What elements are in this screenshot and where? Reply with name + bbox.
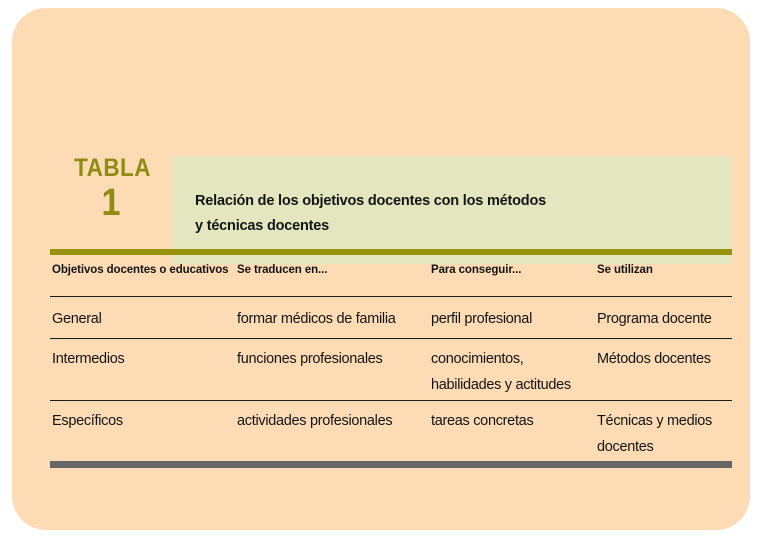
row-separator-line xyxy=(50,338,732,339)
table-cell: Específicos xyxy=(52,413,123,429)
table-row xyxy=(50,408,732,460)
table-cell: Métodos docentes xyxy=(597,351,711,367)
column-header-para-conseguir: Para conseguir... xyxy=(431,264,522,276)
column-header-se-utilizan: Se utilizan xyxy=(597,264,653,276)
table-title-line-2: y técnicas docentes xyxy=(195,218,330,234)
table-cell: conocimientos, habilidades y actitudes xyxy=(431,351,571,393)
top-rule xyxy=(50,249,732,255)
table-cell: Intermedios xyxy=(52,351,125,367)
table-cell: Programa docente xyxy=(597,311,712,327)
table-cell: funciones profesionales xyxy=(237,351,383,367)
header-separator-line xyxy=(50,296,732,297)
table-header-row xyxy=(50,255,732,296)
column-header-objetivos: Objetivos docentes o educativos xyxy=(52,264,229,276)
bottom-bar xyxy=(50,461,732,468)
table-cell: tareas concretas xyxy=(431,413,534,429)
table-panel xyxy=(12,8,750,530)
table-cell: Técnicas y medios docentes xyxy=(597,413,712,455)
table-title xyxy=(195,189,546,239)
table-cell: General xyxy=(52,311,102,327)
table-cell: formar médicos de familia xyxy=(237,311,396,327)
column-header-se-traducen: Se traducen en... xyxy=(237,264,328,276)
row-separator-line xyxy=(50,400,732,401)
table-row xyxy=(50,306,732,332)
table-cell: actividades profesionales xyxy=(237,413,393,429)
table-number-badge xyxy=(74,154,151,224)
table-title-line-1: Relación de los objetivos docentes con los métodos xyxy=(195,193,546,209)
table-badge-word: TABLA xyxy=(74,154,151,182)
table-cell: perfil profesional xyxy=(431,311,532,327)
table-row xyxy=(50,346,732,398)
table-title-box xyxy=(172,156,732,264)
table-badge-number: 1 xyxy=(101,182,121,224)
